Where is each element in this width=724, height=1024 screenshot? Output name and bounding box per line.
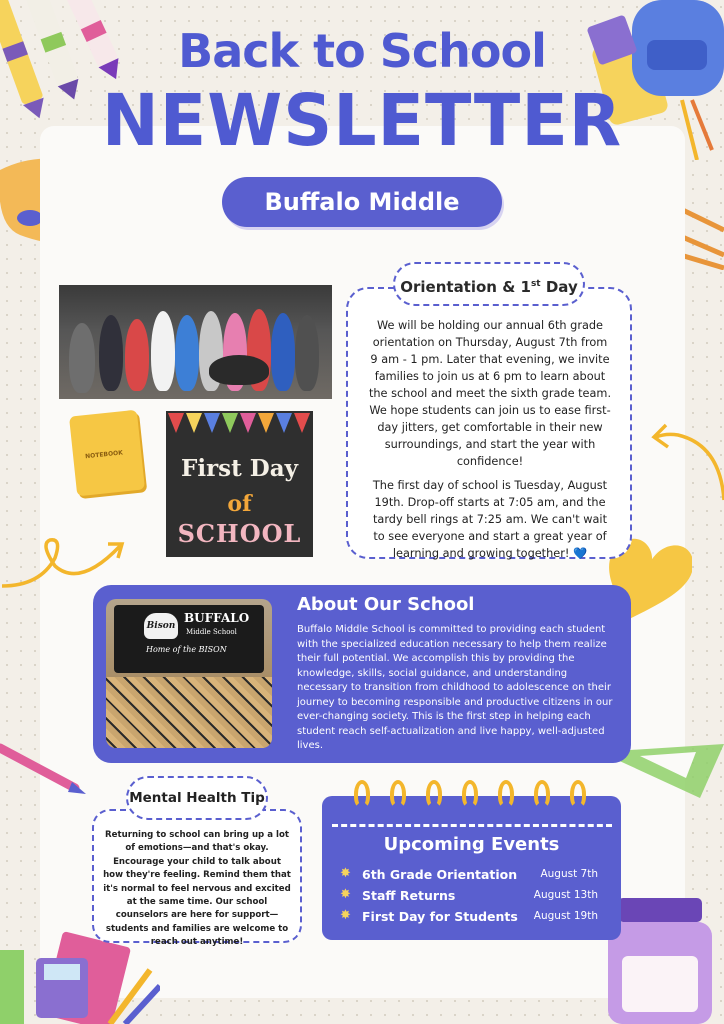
binder-ring-icon [390,780,406,808]
bunting-decoration [166,411,313,441]
notebook-label: NOTEBOOK [84,449,124,461]
students-group-photo [59,285,332,399]
events-title: Upcoming Events [383,834,560,855]
binder-ring-icon [426,780,442,808]
chalkboard-line3: SCHOOL [177,519,302,548]
events-divider [332,824,612,827]
school-banner-photo [106,599,272,748]
title-back-to-school: Back to School [178,24,546,78]
mental-health-body: Returning to school can bring up a lot of emotions—and that's okay. Encourage your child to talk about how they're feeling. Remind them that it's normal to feel nervous and excited at the same time. Our school counselors are here for support—students and families are welcome to reach out anytime! [103,830,291,948]
swirl-arrow-left [0,528,130,588]
banner-line1: BUFFALO [184,611,250,625]
event-item [340,866,602,886]
orientation-title: Orientation & 1st Day [393,262,585,306]
pencil-illustration [0,740,90,800]
bison-logo-icon: Bison [144,613,178,639]
school-name-badge: Buffalo Middle [222,177,502,227]
binder-ring-icon [462,780,478,808]
about-title: About Our School [297,594,475,615]
star-icon: ✸ [340,908,351,923]
star-icon: ✸ [340,887,351,902]
binder-ring-icon [570,780,586,808]
event-item [340,908,602,928]
event-date: August 7th [540,868,598,880]
star-icon: ✸ [340,866,351,881]
mental-health-title: Mental Health Tip [126,776,268,820]
event-name: 6th Grade Orientation [362,867,518,882]
event-name: First Day for Students [362,909,518,924]
about-body: Buffalo Middle School is committed to providing each student with the specialized education necessary to help them realize their full potential. We accomplish this by providing the knowledge, skills, social guidance, and understanding necessary to transition from childhood to adolescence on their journey to becoming responsible and productive citizens in our ever-changing society. This is the first step in helping each student reach self-actualization and live happy, well-adjusted lives. [297,624,613,751]
binder-ring-icon [534,780,550,808]
notebook-illustration [69,410,145,497]
binder-ring-icon [498,780,514,808]
chalkboard-line1: First Day [181,455,298,482]
orientation-card [346,287,632,559]
event-date: August 13th [533,889,598,901]
banner-line2: Middle School [186,628,237,636]
swirl-arrow-right [648,415,724,505]
mental-health-card [92,809,302,948]
event-name: Staff Returns [362,888,456,903]
orientation-paragraph-1: We will be holding our annual 6th grade orientation on Thursday, August 7th from 9 am - 1 pm. Later that evening, we invite families to join us at 6 pm to learn about the school and meet the sixth grade team. We hope students can join us to ease first-day jitters, get comfortable in their new surroundings, and start the year with confidence! [368,319,612,468]
banner-line3: Home of the BISON [146,645,227,654]
event-item [340,887,602,907]
title-newsletter: NEWSLETTER [101,80,623,163]
binder-ring-icon [354,780,370,808]
first-day-chalkboard-image [166,411,313,557]
event-date: August 19th [533,910,598,922]
jar-illustration [604,896,724,1024]
chalkboard-line2: of [227,491,252,517]
orientation-paragraph-2: The first day of school is Tuesday, August 19th. Drop-off starts at 7:05 am, and the tardy bell rings at 7:25 am. We can't wait to see everyone and start a great year of learning and growing together! 💙 [372,479,608,560]
